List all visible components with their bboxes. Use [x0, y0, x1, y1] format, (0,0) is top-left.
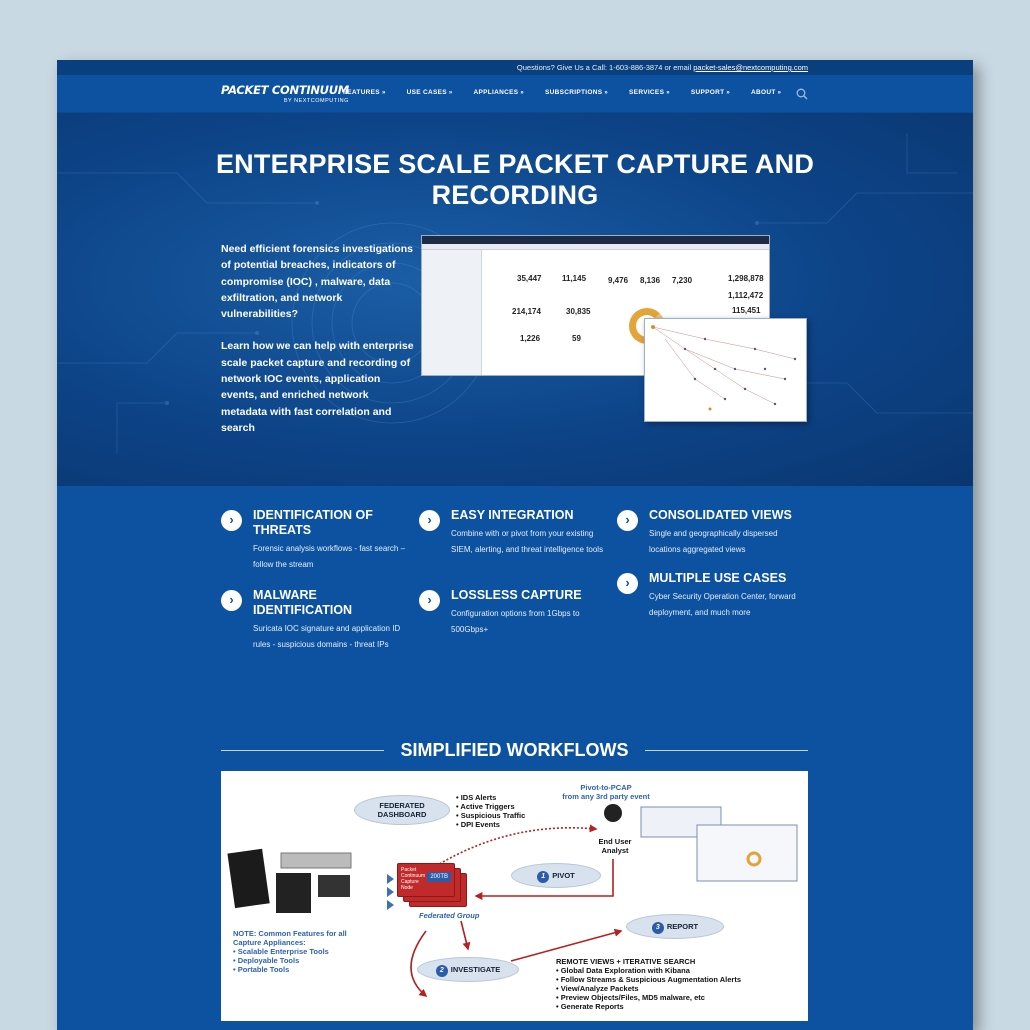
logo[interactable] [221, 83, 349, 104]
feature-description: Configuration options from 1Gbps to 500Gbps+ [451, 609, 580, 634]
chevron-down-icon: » [448, 90, 453, 96]
contact-email-link[interactable]: packet-sales@nextcomputing.com [693, 63, 808, 72]
chevron-right-icon: › [221, 510, 242, 531]
nav-item-about[interactable] [751, 89, 781, 96]
chevron-down-icon: » [520, 90, 525, 96]
feature-description: Combine with or pivot from your existing SIEM, alerting, and threat intelligence tools [451, 529, 604, 554]
nav-label: SERVICES [629, 89, 665, 96]
nav-label: APPLIANCES [473, 89, 519, 96]
note-item: • Portable Tools [233, 965, 290, 974]
feature-title: LOSSLESS CAPTURE [451, 588, 582, 602]
alert-item: • Suspicious Traffic [456, 811, 526, 820]
search-icon[interactable] [795, 87, 809, 101]
rack-server-icon [281, 853, 351, 868]
nav-item-services[interactable] [629, 89, 670, 96]
feature-consolidated-views[interactable] [617, 508, 807, 557]
remote-item: • Preview Objects/Files, MD5 malware, etc [556, 993, 705, 1002]
capture-node [397, 863, 455, 897]
nav-menu [343, 89, 802, 96]
chevron-right-icon: › [617, 510, 638, 531]
note-title: NOTE: Common Features for all Capture Appliances: [233, 929, 347, 947]
appliance-note [233, 929, 373, 974]
alerts-list [456, 793, 525, 829]
logo-subtitle: BY NEXTCOMPUTING [283, 98, 349, 104]
hero-description [221, 241, 416, 452]
features-section [221, 508, 821, 678]
alert-item: • DPI Events [456, 820, 500, 829]
note-item: • Deployable Tools [233, 956, 300, 965]
feature-description: Single and geographically dispersed locations aggregated views [649, 529, 778, 554]
chevron-right-icon: › [419, 590, 440, 611]
nav-item-appliances[interactable] [474, 89, 525, 96]
feature-title: IDENTIFICATION OF THREATS [253, 508, 373, 537]
step-label: REPORT [666, 922, 699, 931]
nav-item-subscriptions[interactable] [545, 89, 608, 96]
chevron-down-icon: » [777, 90, 782, 96]
remote-item: • View/Analyze Packets [556, 984, 639, 993]
nav-label: USE CASES [406, 89, 447, 96]
feature-identification-of-threats[interactable] [221, 508, 411, 572]
pivot-to-pcap-label [551, 783, 661, 801]
feature-title: MULTIPLE USE CASES [649, 571, 787, 585]
alert-item: • IDS Alerts [456, 793, 497, 802]
chevron-right-icon: › [419, 510, 440, 531]
remote-item: • Global Data Exploration with Kibana [556, 966, 690, 975]
main-nav [57, 75, 973, 113]
hero-paragraph: Learn how we can help with enterprise scale packet capture and recording of network IOC events, application events, and enriched network metadata with fast correlation and search [221, 340, 414, 434]
note-item: • Scalable Enterprise Tools [233, 947, 329, 956]
feature-easy-integration[interactable] [419, 508, 609, 557]
nav-label: SUPPORT [690, 89, 725, 96]
end-user-label: End User Analyst [598, 837, 632, 855]
pivot-to-pcap-subtitle: from any 3rd party event [562, 792, 650, 801]
chevron-down-icon: » [604, 90, 609, 96]
logo-title: PACKET CONTINUUM [221, 83, 349, 97]
top-contact-bar [57, 60, 973, 75]
step-number: 1 [537, 871, 549, 883]
nav-label: ABOUT [751, 89, 776, 96]
pivot-to-pcap-title: Pivot-to-PCAP [580, 783, 632, 792]
nav-label: FEATURES [343, 89, 380, 96]
portable-appliance-icon [227, 849, 269, 908]
nav-label: SUBSCRIPTIONS [545, 89, 603, 96]
chevron-right-icon: › [221, 590, 242, 611]
chevron-right-icon: › [617, 573, 638, 594]
laptop-icon [318, 875, 350, 897]
hero-title-line: ENTERPRISE SCALE PACKET CAPTURE AND [215, 149, 815, 179]
capture-node-label: Packet Continuum Capture Node [401, 867, 426, 891]
feature-title: CONSOLIDATED VIEWS [649, 508, 792, 522]
page [57, 60, 973, 1030]
node-label: FEDERATED DASHBOARD [377, 801, 427, 819]
network-graph-icon [645, 319, 808, 423]
analyst-icon [604, 804, 622, 822]
chevron-down-icon: » [726, 90, 731, 96]
report-step [626, 914, 724, 939]
dashboard-stat: 1,226 [520, 334, 541, 343]
hero-paragraph: Need efficient forensics investigations of potential breaches, indicators of compromise (IOC) , malware, data exfiltration, and network vulnerabilities? [221, 243, 413, 321]
capacity-badge: 200TB [427, 872, 451, 882]
nav-item-support[interactable] [691, 89, 730, 96]
remote-item: • Generate Reports [556, 1002, 624, 1011]
chevron-down-icon: » [666, 90, 670, 96]
dashboard-stat: 7,230 [672, 276, 693, 285]
remote-views-title: REMOTE VIEWS + ITERATIVE SEARCH [556, 957, 696, 966]
workflow-diagram [221, 771, 808, 1021]
feature-description: Cyber Security Operation Center, forward deployment, and much more [649, 592, 796, 617]
feature-malware-identification[interactable] [221, 588, 411, 652]
feature-lossless-capture[interactable] [419, 588, 609, 637]
dashboard-stat: 9,476 [608, 276, 629, 285]
dashboard-stat: 59 [572, 334, 581, 343]
dashboard-stat: 214,174 [512, 307, 541, 316]
feature-title: MALWARE IDENTIFICATION [253, 588, 353, 617]
dashboard-topbar [422, 236, 769, 244]
workflows-heading [221, 740, 808, 760]
dashboard-sidebar [422, 250, 482, 375]
step-number: 2 [436, 965, 448, 977]
nav-item-features[interactable] [343, 89, 386, 96]
hero-title [57, 149, 973, 211]
tower-appliance-icon [276, 873, 311, 913]
dashboard-stat: 35,447 [517, 274, 542, 283]
dashboard-stat: 11,145 [562, 274, 587, 283]
hero-section [57, 113, 973, 486]
network-graph-screenshot [644, 318, 807, 422]
remote-views-list [556, 957, 796, 1011]
nav-item-use-cases[interactable] [407, 89, 453, 96]
pivot-step [511, 863, 601, 888]
step-label: PIVOT [552, 871, 575, 880]
federated-dashboard-node [354, 795, 450, 825]
hero-title-line: RECORDING [431, 180, 599, 210]
dashboard-stat: 30,835 [566, 307, 591, 316]
workflows-title: SIMPLIFIED WORKFLOWS [400, 740, 629, 760]
contact-text: Questions? Give Us a Call: 1-603-886-3874 or email [516, 63, 694, 72]
chevron-down-icon: » [381, 90, 386, 96]
dashboard-stat: 115,451 [732, 306, 761, 315]
dashboard-stat: 1,298,878 [728, 274, 764, 283]
feature-title: EASY INTEGRATION [451, 508, 574, 522]
dashboard-stat: 8,136 [640, 276, 661, 285]
feature-description: Suricata IOC signature and application ID rules - suspicious domains - threat IPs [253, 624, 401, 649]
investigate-step [417, 957, 519, 982]
feature-description: Forensic analysis workflows - fast search – follow the stream [253, 544, 406, 569]
report-screenshot-icon [697, 825, 797, 881]
feature-multiple-use-cases[interactable] [617, 571, 807, 620]
federated-group-label: Federated Group [419, 911, 480, 920]
step-number: 3 [652, 922, 664, 934]
step-label: INVESTIGATE [450, 965, 501, 974]
dashboard-stat: 1,112,472 [728, 291, 764, 300]
alert-item: • Active Triggers [456, 802, 515, 811]
remote-item: • Follow Streams & Suspicious Augmentation Alerts [556, 975, 742, 984]
